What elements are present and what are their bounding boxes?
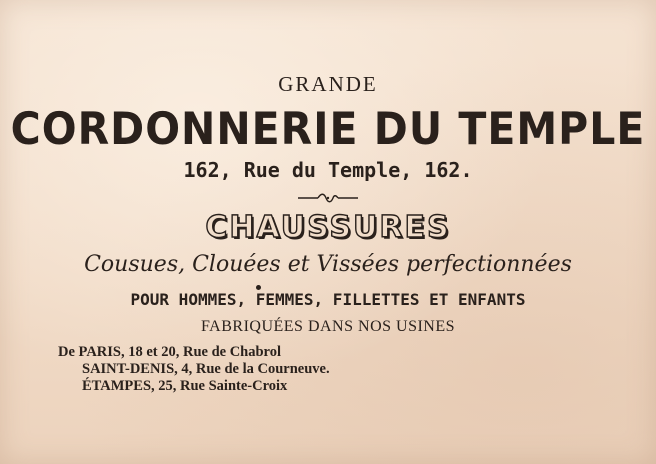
factory-address: SAINT-DENIS, 4, Rue de la Courneuve. [82,361,330,377]
factory-address: De PARIS, 18 et 20, Rue de Chabrol [58,344,282,360]
product-heading: CHAUSSURES [205,210,451,245]
fleuron-divider-icon [296,192,360,204]
product-techniques: Cousues, Clouées et Vissées perfectionnées [84,252,572,277]
factory-address: ÉTAMPES, 25, Rue Sainte-Croix [82,378,288,394]
clientele-line: POUR HOMMES, FEMMES, FILLETTES ET ENFANTS [130,290,526,309]
shop-name: CORDONNERIE DU TEMPLE [10,103,646,155]
shop-address: 162, Rue du Temple, 162. [183,158,473,182]
manufacturing-line: FABRIQUÉES DANS NOS USINES [200,318,456,335]
card-kicker: GRANDE [278,72,378,96]
